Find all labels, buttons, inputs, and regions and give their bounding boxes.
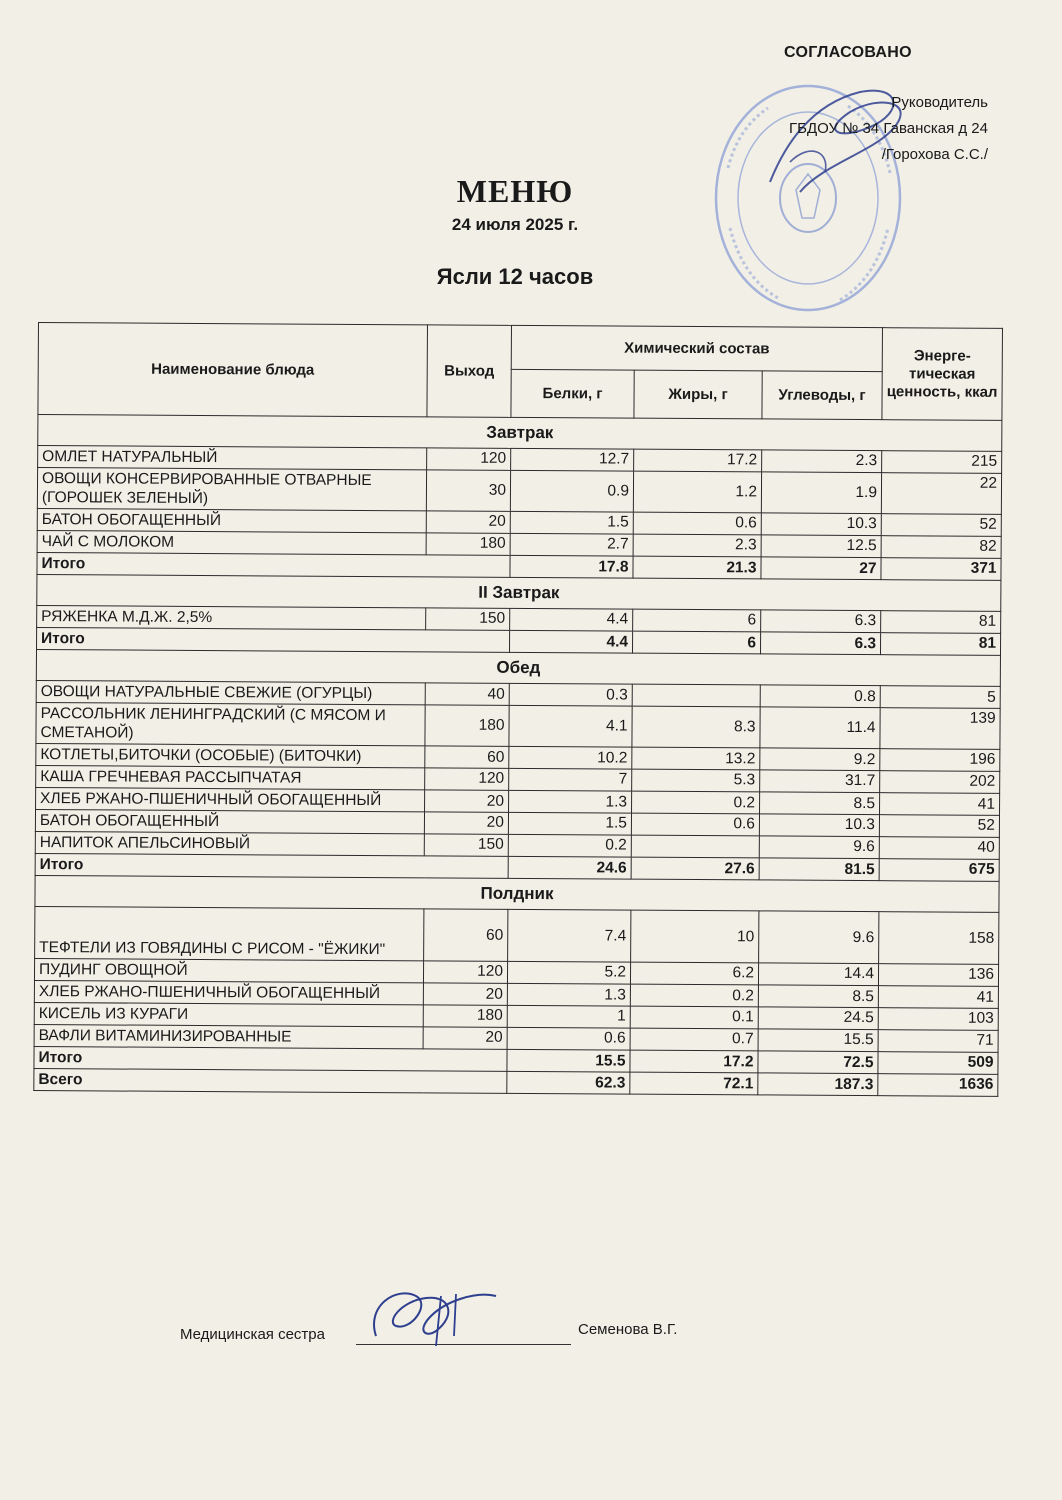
dish-carbs: 8.5 [758,985,878,1008]
dish-fats: 2.3 [633,534,761,557]
dish-kcal: 41 [880,793,1000,816]
total-label: Итого [35,853,508,878]
table-row [35,906,999,964]
dish-output: 180 [426,533,510,556]
dish-kcal: 196 [880,749,1000,772]
meal-second-breakfast [36,574,1000,655]
dish-fats: 8.3 [632,706,760,748]
header-dish-name: Наименование блюда [38,323,428,417]
dish-fats: 13.2 [632,747,760,770]
dish-proteins: 1 [507,1005,630,1028]
dish-proteins: 0.3 [509,683,632,706]
dish-proteins: 1.5 [510,511,633,534]
meal-lunch [35,649,1000,881]
dish-carbs: 9.6 [759,836,879,859]
dish-carbs: 15.5 [758,1029,878,1052]
meal-afternoon-snack [34,875,999,1096]
dish-kcal: 202 [880,771,1000,794]
total-carbs: 72.5 [758,1051,878,1074]
dish-name: РЯЖЕНКА М.Д.Ж. 2,5% [37,605,426,629]
grand-total-kcal: 1636 [878,1074,998,1097]
dish-kcal: 158 [879,912,999,965]
dish-fats: 17.2 [634,449,762,472]
dish-fats: 1.2 [633,471,761,513]
dish-kcal: 82 [881,536,1001,559]
dish-carbs: 24.5 [758,1007,878,1030]
dish-kcal: 71 [878,1030,998,1053]
dish-output: 120 [427,448,511,471]
dish-output: 60 [424,909,508,962]
meal-title: II Завтрак [37,574,1001,611]
nurse-signature [356,1276,506,1356]
dish-fats: 5.3 [632,769,760,792]
dish-output: 60 [425,746,509,769]
total-carbs: 6.3 [760,632,880,655]
total-proteins: 17.8 [510,555,633,578]
dish-fats [632,684,760,707]
dish-output: 40 [425,683,509,706]
dish-carbs: 9.6 [759,911,879,964]
meal-breakfast [37,415,1002,581]
dish-kcal: 139 [880,708,1000,750]
dish-output: 20 [424,812,508,835]
dish-proteins: 10.2 [509,746,632,769]
dish-carbs: 0.8 [760,685,880,708]
dish-output: 180 [425,705,509,747]
dish-name: КИСЕЛЬ ИЗ КУРАГИ [34,1002,423,1026]
grand-total-carbs: 187.3 [758,1073,878,1096]
dish-proteins: 12.7 [511,448,634,471]
approval-signatory: /Горохова С.С./ [881,146,988,163]
dish-output: 20 [426,511,510,534]
approval-organization: ГБДОУ № 34 Гаванская д 24 [789,120,988,137]
dish-carbs: 8.5 [760,792,880,815]
dish-name: КАША ГРЕЧНЕВАЯ РАССЫПЧАТАЯ [36,765,425,789]
dish-proteins: 7 [509,768,632,791]
dish-name: РАССОЛЬНИК ЛЕНИНГРАДСКИЙ (С МЯСОМ И СМЕТАНОЙ) [36,702,425,745]
total-kcal: 675 [879,859,999,882]
total-label: Итого [34,1046,507,1071]
dish-kcal: 103 [878,1008,998,1031]
dish-proteins: 4.4 [510,608,633,631]
header-energy: Энерге-тическая ценность, ккал [882,328,1003,421]
total-proteins: 24.6 [508,856,631,879]
header-composition: Химический состав [511,325,882,371]
dish-proteins: 4.1 [509,705,632,747]
dish-name: ХЛЕБ РЖАНО-ПШЕНИЧНЫЙ ОБОГАЩЕННЫЙ [34,980,423,1004]
dish-proteins: 5.2 [507,961,630,984]
total-fats: 27.6 [631,857,759,880]
dish-fats: 0.6 [631,813,759,836]
dish-kcal: 215 [882,451,1002,474]
dish-output: 120 [423,961,507,984]
dish-carbs: 10.3 [761,513,881,536]
age-group: Ясли 12 часов [436,264,594,289]
dish-proteins: 7.4 [508,909,631,962]
dish-fats: 10 [631,910,759,963]
dish-kcal: 22 [881,473,1001,515]
dish-name: ЧАЙ С МОЛОКОМ [37,530,426,554]
total-proteins: 4.4 [509,630,632,653]
dish-name: ОВОЩИ НАТУРАЛЬНЫЕ СВЕЖИЕ (ОГУРЦЫ) [36,680,425,704]
dish-name: БАТОН ОБОГАЩЕННЫЙ [35,809,424,833]
dish-carbs: 1.9 [761,472,881,514]
total-kcal: 509 [878,1052,998,1075]
total-proteins: 15.5 [507,1049,630,1072]
grand-total-row [34,1068,998,1096]
header-fats: Жиры, г [634,370,762,419]
dish-name: ОВОЩИ КОНСЕРВИРОВАННЫЕ ОТВАРНЫЕ (ГОРОШЕК ЗЕЛЕНЫЙ) [37,468,426,511]
dish-name: ХЛЕБ РЖАНО-ПШЕНИЧНЫЙ ОБОГАЩЕННЫЙ [36,787,425,811]
nurse-name: Семенова В.Г. [578,1321,678,1338]
table-row [36,702,1000,749]
approval-block [700,42,1000,292]
dish-proteins: 1.3 [507,983,630,1006]
dish-proteins: 0.2 [508,834,631,857]
dish-fats: 6.2 [630,962,758,985]
header-carbs: Углеводы, г [762,371,882,420]
table-row [37,468,1001,515]
total-fats: 6 [632,631,760,654]
page-title: МЕНЮ [456,173,574,209]
total-carbs: 27 [761,557,881,580]
menu-table [33,322,1003,1097]
meal-title: Завтрак [38,415,1002,452]
dish-name: ОМЛЕТ НАТУРАЛЬНЫЙ [38,446,427,470]
dish-carbs: 9.2 [760,748,880,771]
dish-carbs: 2.3 [762,450,882,473]
dish-name: ТЕФТЕЛИ ИЗ ГОВЯДИНЫ С РИСОМ - "ЁЖИКИ" [35,906,424,960]
grand-total-proteins: 62.3 [507,1071,630,1094]
dish-fats: 6 [633,609,761,632]
grand-total-fats: 72.1 [630,1072,758,1095]
dish-kcal: 40 [879,837,999,860]
dish-name: БАТОН ОБОГАЩЕННЫЙ [37,508,426,532]
dish-name: КОТЛЕТЫ,БИТОЧКИ (ОСОБЫЕ) (БИТОЧКИ) [36,743,425,767]
dish-output: 20 [423,983,507,1006]
meal-title: Обед [36,649,1000,686]
nurse-role: Медицинская сестра [180,1326,325,1343]
dish-kcal: 136 [878,964,998,987]
dish-output: 120 [425,768,509,791]
total-label: Итого [36,627,509,652]
dish-name: НАПИТОК АПЕЛЬСИНОВЫЙ [35,831,424,855]
dish-kcal: 52 [879,815,999,838]
dish-name: ВАФЛИ ВИТАМИНИЗИРОВАННЫЕ [34,1024,423,1048]
dish-proteins: 1.3 [509,790,632,813]
header-proteins: Белки, г [511,369,634,418]
dish-name: ПУДИНГ ОВОЩНОЙ [34,958,423,982]
approval-position: Руководитель [891,94,988,111]
dish-fats: 0.2 [630,984,758,1007]
header-output: Выход [427,325,512,418]
dish-output: 20 [423,1027,507,1050]
dish-proteins: 0.9 [510,470,633,512]
total-kcal: 81 [880,633,1000,656]
dish-fats: 0.6 [633,512,761,535]
dish-kcal: 81 [881,611,1001,634]
dish-fats: 0.7 [630,1028,758,1051]
total-fats: 21.3 [633,556,761,579]
menu-date: 24 июля 2025 г. [451,215,579,234]
grand-total-label: Всего [34,1068,507,1093]
dish-carbs: 12.5 [761,535,881,558]
dish-carbs: 31.7 [760,770,880,793]
total-label: Итого [37,552,510,577]
meal-title: Полдник [35,875,999,912]
total-carbs: 81.5 [759,858,879,881]
dish-output: 150 [426,608,510,631]
dish-output: 150 [424,834,508,857]
dish-carbs: 14.4 [758,963,878,986]
dish-proteins: 1.5 [508,812,631,835]
dish-carbs: 6.3 [761,610,881,633]
approval-label: СОГЛАСОВАНО [784,44,912,61]
dish-fats: 0.2 [632,791,760,814]
dish-output: 20 [425,790,509,813]
dish-kcal: 52 [881,514,1001,537]
dish-fats: 0.1 [630,1006,758,1029]
total-fats: 17.2 [630,1050,758,1073]
dish-proteins: 2.7 [510,533,633,556]
dish-kcal: 41 [878,986,998,1009]
dish-fats [631,835,759,858]
dish-carbs: 11.4 [760,707,880,749]
dish-output: 30 [426,470,510,512]
total-kcal: 371 [881,558,1001,581]
dish-kcal: 5 [880,686,1000,709]
dish-output: 180 [423,1005,507,1028]
dish-carbs: 10.3 [759,814,879,837]
dish-proteins: 0.6 [507,1027,630,1050]
